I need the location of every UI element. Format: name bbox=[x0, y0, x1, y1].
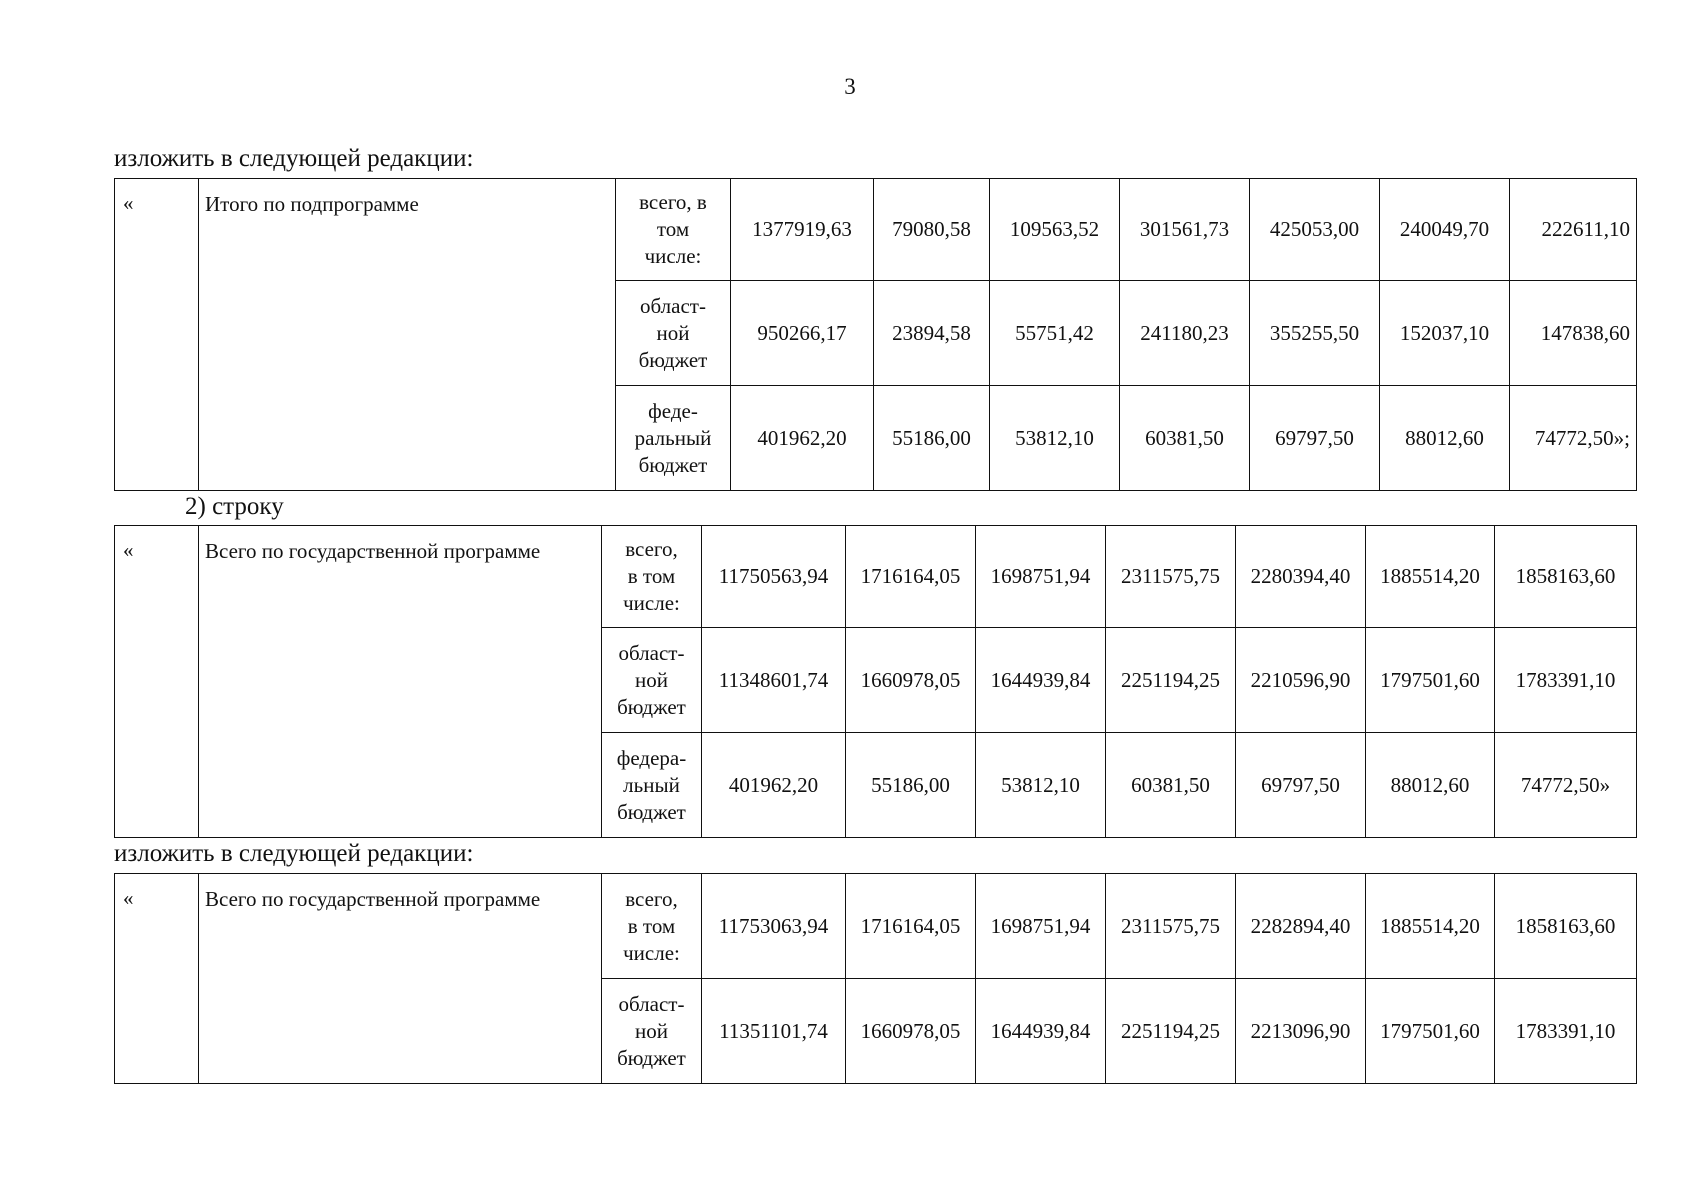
table-row bbox=[115, 526, 1637, 628]
value-cell: 55186,00 bbox=[846, 733, 976, 838]
funding-kind: област- ной бюджет bbox=[602, 628, 702, 733]
value-cell: 1858163,60 bbox=[1495, 526, 1637, 628]
value-cell: 69797,50 bbox=[1250, 386, 1380, 491]
value-cell: 11750563,94 bbox=[702, 526, 846, 628]
value-cell: 241180,23 bbox=[1120, 281, 1250, 386]
value-cell: 53812,10 bbox=[990, 386, 1120, 491]
funding-kind: феде- ральный бюджет bbox=[616, 386, 731, 491]
page-number: 3 bbox=[844, 74, 856, 99]
quote-mark: « bbox=[115, 526, 199, 838]
funding-kind: всего, в том числе: bbox=[616, 179, 731, 281]
subprogram-total-table bbox=[114, 178, 1637, 491]
value-cell: 1797501,60 bbox=[1366, 628, 1495, 733]
value-cell: 69797,50 bbox=[1236, 733, 1366, 838]
funding-kind: всего, в том числе: bbox=[602, 874, 702, 979]
funding-kind: област- ной бюджет bbox=[602, 979, 702, 1084]
value-cell: 1858163,60 bbox=[1495, 874, 1637, 979]
value-cell: 2213096,90 bbox=[1236, 979, 1366, 1084]
value-cell: 152037,10 bbox=[1380, 281, 1510, 386]
value-cell: 1885514,20 bbox=[1366, 526, 1495, 628]
heading-revision-2: изложить в следующей редакции: bbox=[114, 840, 474, 867]
value-cell: 88012,60 bbox=[1380, 386, 1510, 491]
program-total-table-new bbox=[114, 873, 1637, 1084]
value-cell: 2251194,25 bbox=[1106, 979, 1236, 1084]
program-total-table-old bbox=[114, 525, 1637, 838]
value-cell: 1716164,05 bbox=[846, 526, 976, 628]
row-name: Итого по подпрограмме bbox=[199, 179, 616, 491]
value-cell: 1644939,84 bbox=[976, 628, 1106, 733]
funding-kind: област- ной бюджет bbox=[616, 281, 731, 386]
value-cell: 1783391,10 bbox=[1495, 979, 1637, 1084]
funding-kind: федера- льный бюджет bbox=[602, 733, 702, 838]
value-cell: 301561,73 bbox=[1120, 179, 1250, 281]
value-cell: 950266,17 bbox=[731, 281, 874, 386]
value-cell: 2210596,90 bbox=[1236, 628, 1366, 733]
value-cell: 1660978,05 bbox=[846, 979, 976, 1084]
heading-revision-1: изложить в следующей редакции: bbox=[114, 145, 474, 172]
row-name: Всего по государственной программе bbox=[199, 526, 602, 838]
value-cell: 355255,50 bbox=[1250, 281, 1380, 386]
value-cell: 425053,00 bbox=[1250, 179, 1380, 281]
value-cell: 11348601,74 bbox=[702, 628, 846, 733]
value-cell: 11351101,74 bbox=[702, 979, 846, 1084]
value-cell: 53812,10 bbox=[976, 733, 1106, 838]
table-row bbox=[115, 179, 1637, 281]
value-cell: 55186,00 bbox=[874, 386, 990, 491]
value-cell: 1716164,05 bbox=[846, 874, 976, 979]
row-name: Всего по государственной программе bbox=[199, 874, 602, 1084]
value-cell: 74772,50» bbox=[1495, 733, 1637, 838]
value-cell: 2251194,25 bbox=[1106, 628, 1236, 733]
value-cell: 1644939,84 bbox=[976, 979, 1106, 1084]
value-cell: 147838,60 bbox=[1510, 281, 1637, 386]
value-cell: 74772,50»; bbox=[1510, 386, 1637, 491]
value-cell: 88012,60 bbox=[1366, 733, 1495, 838]
value-cell: 109563,52 bbox=[990, 179, 1120, 281]
value-cell: 401962,20 bbox=[702, 733, 846, 838]
value-cell: 1377919,63 bbox=[731, 179, 874, 281]
value-cell: 1885514,20 bbox=[1366, 874, 1495, 979]
value-cell: 55751,42 bbox=[990, 281, 1120, 386]
value-cell: 2280394,40 bbox=[1236, 526, 1366, 628]
funding-kind: всего, в том числе: bbox=[602, 526, 702, 628]
value-cell: 240049,70 bbox=[1380, 179, 1510, 281]
value-cell: 11753063,94 bbox=[702, 874, 846, 979]
quote-mark: « bbox=[115, 179, 199, 491]
value-cell: 2311575,75 bbox=[1106, 526, 1236, 628]
value-cell: 401962,20 bbox=[731, 386, 874, 491]
value-cell: 23894,58 bbox=[874, 281, 990, 386]
table-row bbox=[115, 874, 1637, 979]
value-cell: 1783391,10 bbox=[1495, 628, 1637, 733]
heading-row-2: 2) строку bbox=[185, 493, 284, 520]
value-cell: 60381,50 bbox=[1106, 733, 1236, 838]
value-cell: 222611,10 bbox=[1510, 179, 1637, 281]
value-cell: 2311575,75 bbox=[1106, 874, 1236, 979]
value-cell: 1698751,94 bbox=[976, 526, 1106, 628]
quote-mark: « bbox=[115, 874, 199, 1084]
value-cell: 60381,50 bbox=[1120, 386, 1250, 491]
value-cell: 79080,58 bbox=[874, 179, 990, 281]
value-cell: 1698751,94 bbox=[976, 874, 1106, 979]
value-cell: 2282894,40 bbox=[1236, 874, 1366, 979]
value-cell: 1797501,60 bbox=[1366, 979, 1495, 1084]
value-cell: 1660978,05 bbox=[846, 628, 976, 733]
